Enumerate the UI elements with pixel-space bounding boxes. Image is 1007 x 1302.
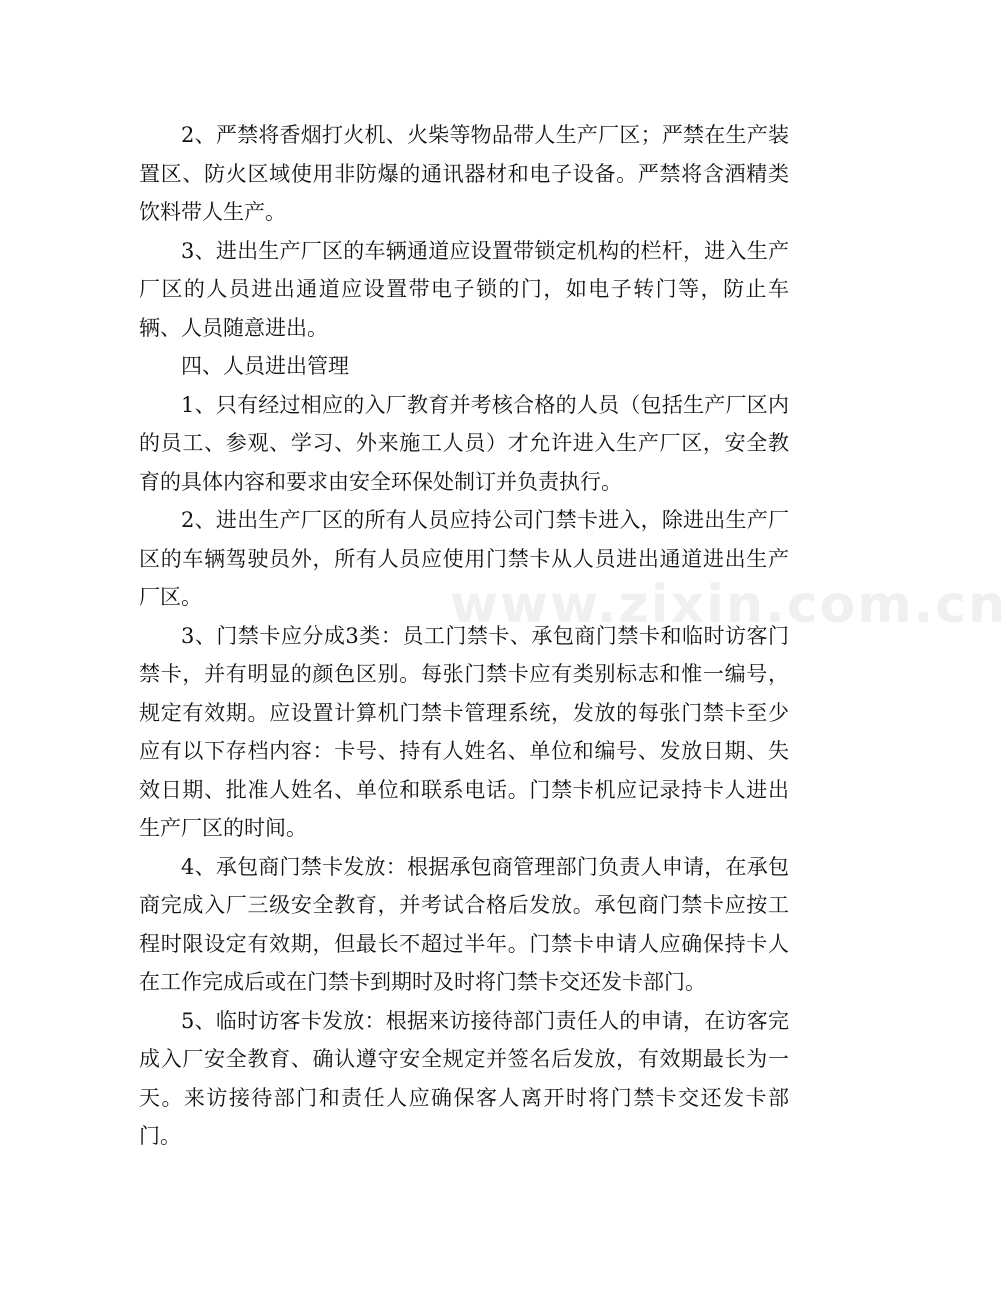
- document-body: [139, 116, 789, 1156]
- paragraph-rule-2-smoking-ban: 2、严禁将香烟打火机、火柴等物品带人生产厂区；严禁在生产装置区、防火区域使用非防爆的通讯器材和电子设备。严禁将含酒精类饮料带人生产。: [139, 123, 789, 224]
- paragraph-item-3-card-types: 3、门禁卡应分成3类：员工门禁卡、承包商门禁卡和临时访客门禁卡，并有明显的颜色区别。每张门禁卡应有类别标志和惟一编号，规定有效期。应设置计算机门禁卡管理系统，发放的每张门禁卡至少应有以下存档内容：卡号、持有人姓名、单位和编号、发放日期、失效日期、批准人姓名、单位和联系电话。门禁卡机应记录持卡人进出生产厂区的时间。: [139, 623, 789, 840]
- paragraph-item-1-entry-training: 1、只有经过相应的入厂教育并考核合格的人员（包括生产厂区内的员工、参观、学习、外来施工人员）才允许进入生产厂区，安全教育的具体内容和要求由安全环保处制订并负责执行。: [139, 392, 789, 494]
- paragraph-rule-3-vehicle-channel: 3、进出生产厂区的车辆通道应设置带锁定机构的栏杆，进入生产厂区的人员进出通道应设置带电子锁的门，如电子转门等，防止车辆、人员随意进出。: [139, 238, 789, 340]
- section-heading-personnel-access: 四、人员进出管理: [181, 354, 349, 378]
- watermark-text: www.zixin.com.cn: [450, 575, 1007, 635]
- paragraph-item-5-visitor-card: 5、临时访客卡发放：根据来访接待部门责任人的申请，在访客完成入厂安全教育、确认遵守安全规定并签名后发放，有效期最长为一天。来访接待部门和责任人应确保客人离开时将门禁卡交还发卡部门。: [139, 1008, 789, 1148]
- paragraph-item-2-access-card-entry: 2、进出生产厂区的所有人员应持公司门禁卡进入，除进出生产厂区的车辆驾驶员外，所有人员应使用门禁卡从人员进出通道进出生产厂区。: [139, 508, 789, 609]
- paragraph-item-4-contractor-card: 4、承包商门禁卡发放：根据承包商管理部门负责人申请，在承包商完成入厂三级安全教育，并考试合格后发放。承包商门禁卡应按工程时限设定有效期，但最长不超过半年。门禁卡申请人应确保持卡人在工作完成后或在门禁卡到期时及时将门禁卡交还发卡部门。: [139, 854, 789, 994]
